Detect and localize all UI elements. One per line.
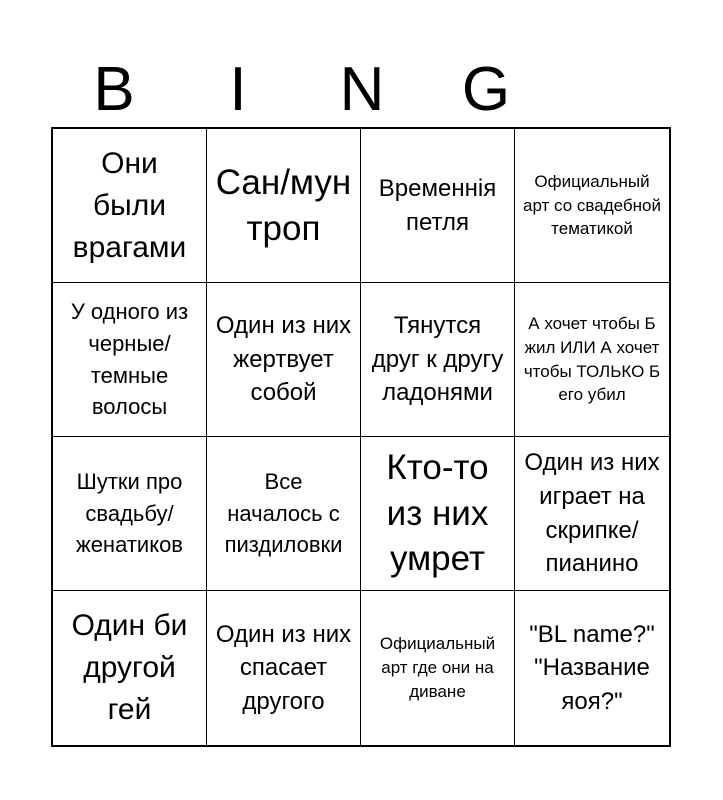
cell-text: Один из них играет на скрипке/пианино [524, 449, 660, 578]
bingo-cell[interactable] [207, 129, 361, 283]
cell-text: Сан/мун троп [215, 163, 352, 248]
bingo-cell[interactable] [207, 437, 361, 591]
bingo-cell[interactable] [361, 129, 515, 283]
cell-text: У одного из черные/темные волосы [70, 298, 189, 420]
bingo-cell[interactable] [361, 437, 515, 591]
bingo-cell[interactable] [515, 283, 669, 437]
bingo-cell[interactable] [361, 591, 515, 745]
bingo-cell[interactable] [515, 591, 669, 745]
bingo-cell[interactable] [515, 437, 669, 591]
bingo-header [52, 52, 672, 128]
cell-text: Один из них жертвует собой [215, 312, 352, 407]
cell-text: Все началось с пиздиловки [224, 468, 343, 558]
cell-text: Они были врагами [72, 146, 187, 264]
bingo-cell[interactable] [53, 591, 207, 745]
bingo-cell[interactable] [361, 283, 515, 437]
header-letter-i: I [229, 55, 247, 124]
bingo-cell[interactable] [207, 283, 361, 437]
cell-text: Кто-то из них умрет [386, 448, 489, 579]
cell-text: Один из них спасает другого [215, 620, 352, 715]
cell-text: Официальный арт со свадебной тематикой [523, 171, 661, 239]
bingo-cell[interactable] [53, 283, 207, 437]
cell-text: Официальный арт где они на диване [379, 634, 496, 701]
header-letter-n: N [339, 55, 385, 124]
cell-text: Тянутся друг к другу ладонями [371, 312, 504, 407]
bingo-cell[interactable] [53, 437, 207, 591]
cell-text: Временнія петля [378, 174, 497, 236]
bingo-cell[interactable] [53, 129, 207, 283]
cell-text: "BL name?" "Название яоя?" [529, 620, 655, 715]
cell-text: Шутки про свадьбу/женатиков [75, 468, 183, 558]
bingo-cell[interactable] [207, 591, 361, 745]
cell-text: А хочет чтобы Б жил ИЛИ А хочет чтобы ТОЛЬКО Б его убил [523, 313, 661, 405]
cell-text: Один би другой гей [71, 609, 188, 726]
header-letter-g: G [461, 55, 511, 124]
bingo-cell[interactable] [515, 129, 669, 283]
header-letter-b: B [93, 55, 135, 124]
bingo-grid [51, 127, 671, 747]
